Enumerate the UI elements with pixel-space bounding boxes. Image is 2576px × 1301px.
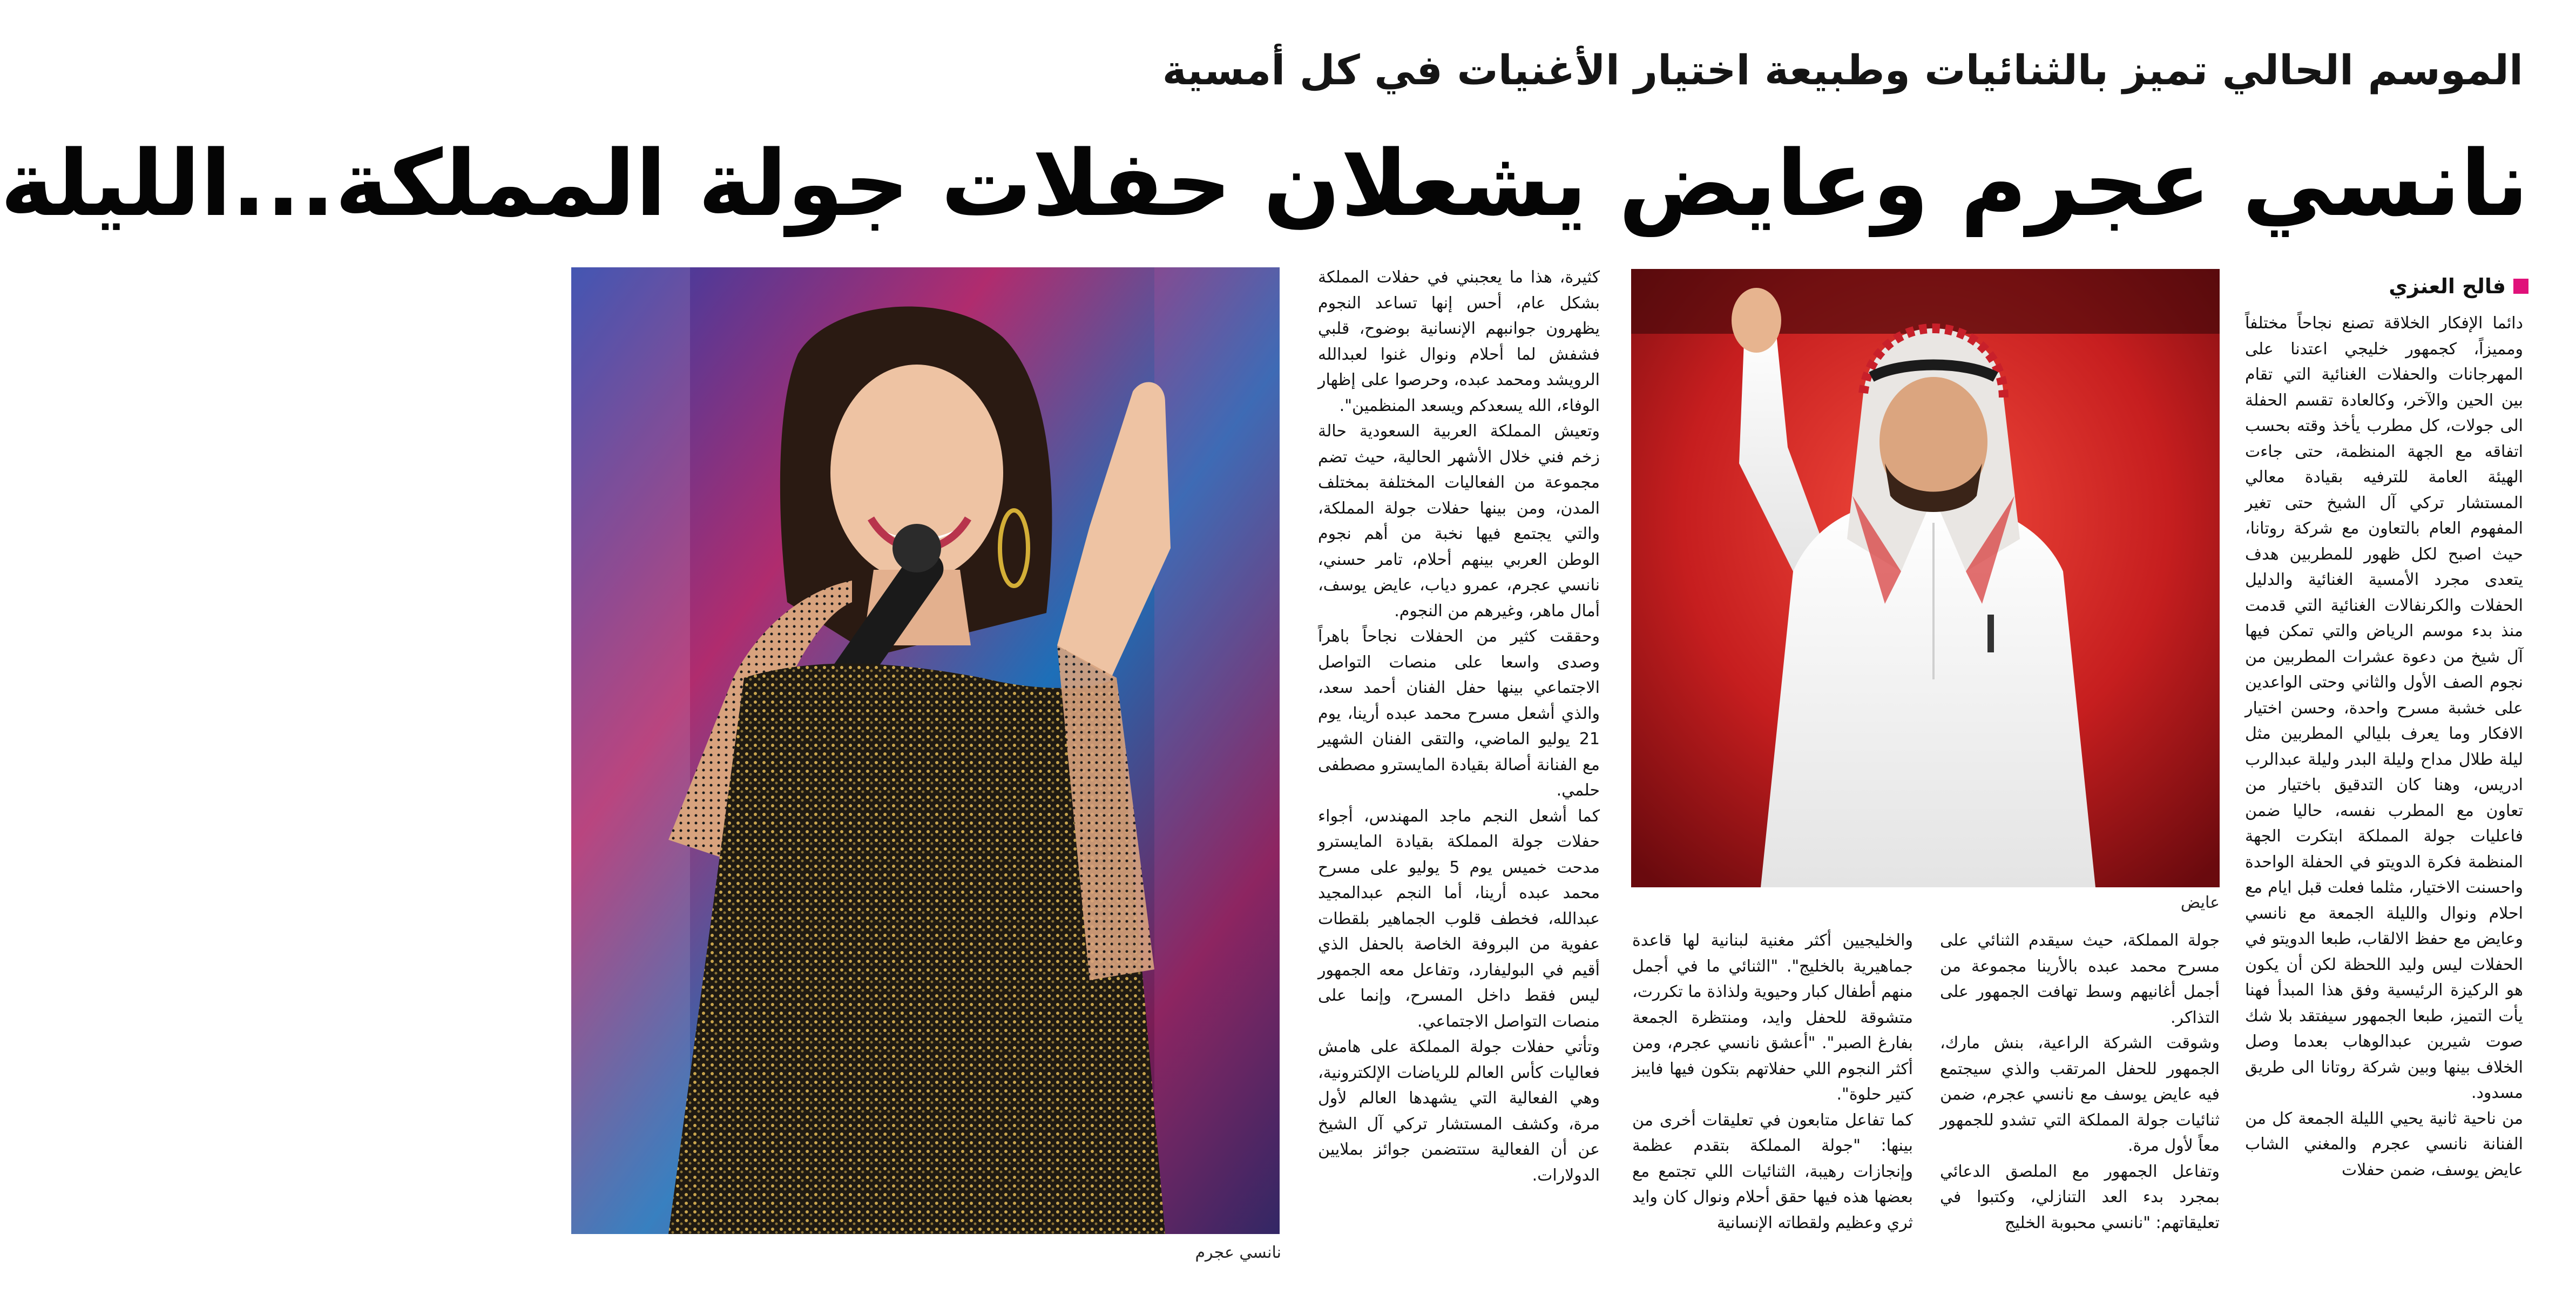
article-column-1 [2245, 311, 2523, 1288]
paragraph: كثيرة، هذا ما يعجبني في حفلات المملكة بشكل عام، أحس إنها تساعد النجوم يظهرون جوانبهم الإنسانية بوضوح، قلبي فشفش لما أحلام ونوال غنوا لعبدالله الرويشد ومحمد عبده، وحرصوا على إظهار الوفاء، الله يسعدكم ويسعد المنظمين". [1318, 268, 1600, 415]
byline-bullet-icon [2513, 279, 2528, 294]
byline [2253, 270, 2528, 302]
caption-nancy: نانسي عجرم [1195, 1243, 1281, 1262]
byline-author: فالح العنزي [2389, 274, 2506, 298]
paragraph: كما أشعل النجم ماجد المهندس، أجواء حفلات جولة المملكة بقيادة المايسترو مدحت خميس يوم 5 يوليو على مسرح محمد عبده أرينا، أما النجم عبدالمجيد عبدالله، فخطف قلوب الجماهير بلقطات عفوية من البروفة الخاصة بالحفل الذي أقيم في البوليفارد، وتفاعل معه الجمهور ليس فقط داخل المسرح، وإنما على منصات التواصل الاجتماعي. [1318, 806, 1600, 1031]
paragraph: وتعيش المملكة العربية السعودية حالة زخم فني خلال الأشهر الحالية، حيث تضم مجموعة من الفعاليات المختلفة بمختلف المدن، ومن بينها حفلات جولة المملكة، والتي يجتمع فيها نخبة من أهم نجوم الوطن العربي بينهم أحلام، تامر حسني، نانسي عجرم، عمرو دياب، عايض يوسف، أمال ماهر، وغيرهم من النجوم. [1318, 422, 1600, 621]
paragraph: والخليجيين أكثر مغنية لبنانية لها قاعدة جماهيرية بالخليج". "الثنائي ما في أجمل منهم أطفال كبار وحيوية ولذاذة ما تكررت، متشوقة للحفل وايد، ومنتظرة الجمعة بفارغ الصبر". "أعشق نانسي عجرم، ومن أكثر النجوم اللي حفلاتهم بتكون فيها فايبز كتير حلوة". [1632, 931, 1913, 1104]
paragraph: جولة المملكة، حيث سيقدم الثنائي على مسرح محمد عبده بالأرينا مجموعة من أجمل أغانيهم وسط تهافت الجمهور على التذاكر. [1940, 931, 2220, 1027]
paragraph: وتأتي حفلات جولة المملكة على هامش فعاليات كأس العالم للرياضات الإلكترونية، وهي الفعالية التي يشهدها العالم لأول مرة، وكشف المستشار تركي آل الشيخ عن أن الفعالية ستتضمن جوائز بملايين الدولارات. [1318, 1037, 1600, 1185]
article-column-4 [1318, 265, 1600, 1288]
article-column-3 [1632, 928, 1913, 1288]
paragraph: دائما الإفكار الخلاقة تصنع نجاحاً مختلفاً ومميزاً، كجمهور خليجي اعتدنا على المهرجانات والحفلات الغنائية التي تقام بين الحين والآخر، وكالعادة تقسم الحفلة الى جولات، كل مطرب يأخذ وقته بحسب اتفاقه مع الجهة المنظمة، حتى جاءت الهيئة العامة للترفيه بقيادة معالي المستشار تركي آل الشيخ حتى تغير المفهوم العام بالتعاون مع شركة روتانا، حيث اصبح لكل ظهور للمطربين هدف يتعدى مجرد الأمسية الغنائية والدليل الحفلات والكرنفالات الغنائية التي قدمت منذ بدء موسم الرياض والتي تمكن فيها آل شيخ من دعوة عشرات المطربين من نجوم الصف الأول والثاني وحتى الواعدين على خشبة مسرح واحدة، وحسن اختيار الافكار وما يعرف بليالي المطربين مثل ليلة طلال مداح وليلة البدر وليلة عبدالرب ادريس، وهنا كان التدقيق باختيار من تعاون مع المطرب نفسه، حاليا ضمن فاعليات جولة المملكة ابتكرت الجهة المنظمة فكرة الدويتو في الحفلة الواحدة واحسنت الاختيار، مثلما فعلت قبل ايام مع احلام ونوال والليلة الجمعة مع نانسي وعايض مع حفظ الالقاب، طبعا الدويتو في الحفلات ليس وليد اللحظة لكن أن يكون هو الركيزة الرئيسية وفق هذا المبدأ فهنا يأت التميز، طبعا الجمهور سيفتقد بلا شك صوت شيرين عبدالوهاب بعدما وصل الخلاف بينها وبين شركة روتانا الى طريق مسدود. [2245, 314, 2523, 1102]
article-column-2 [1940, 928, 2220, 1288]
caption-ayed: عايض [2180, 893, 2220, 912]
headline: نانسي عجرم وعايض يشعلان حفلات جولة المملكة...الليلة [0, 131, 2528, 237]
photo-nancy [571, 267, 1280, 1234]
paragraph: كما تفاعل متابعون في تعليقات أخرى من بينها: "جولة المملكة بتقدم عظمة وإنجازات رهيبة، الثنائيات اللي تجتمع مع بعضها هذه فيها حقق أحلام ونوال كان وايد ثري وعظيم ولقطاته الإنسانية [1632, 1110, 1913, 1232]
photo-ayed [1631, 269, 2220, 887]
paragraph: من ناحية ثانية يحيي الليلة الجمعة كل من الفنانة نانسي عجرم والمغني الشاب عايض يوسف، ضمن حفلات [2245, 1109, 2523, 1179]
paragraph: وحققت كثير من الحفلات نجاحاً باهراً وصدى واسعا على منصات التواصل الاجتماعي بينها حفل الفنان أحمد سعد، والذي أشعل مسرح محمد عبده أرينا، يوم 21 يوليو الماضي، والتقى الفنان الشهير مع الفنانة أصالة بقيادة المايسترو مصطفى حلمي. [1318, 627, 1600, 800]
paragraph: وشوقت الشركة الراعية، بنش مارك، الجمهور للحفل المرتقب والذي سيجتمع فيه عايض يوسف مع نانسي عجرم، ضمن ثنائيات جولة المملكة التي تشدو للجمهور معاً لأول مرة. [1940, 1034, 2220, 1155]
subheadline: الموسم الحالي تميز بالثنائيات وطبيعة اختيار الأغنيات في كل أمسية [1162, 46, 2523, 94]
paragraph: وتفاعل الجمهور مع الملصق الدعائي بمجرد بدء العد التنازلي، وكتبوا في تعليقاتهم: "نانسي محبوبة الخليج [1940, 1162, 2220, 1232]
